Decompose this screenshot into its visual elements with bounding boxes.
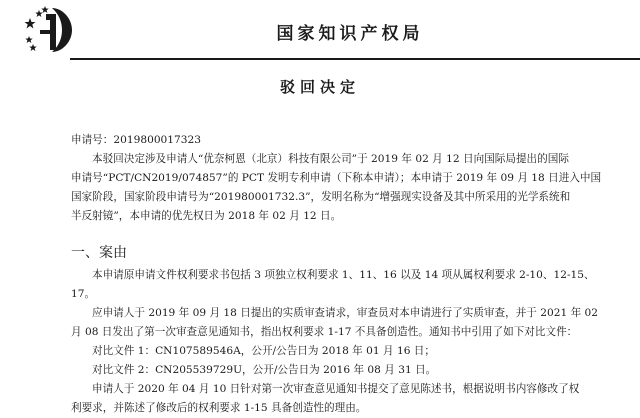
reference-line: 对比文件 2：CN205539729U，公开/公告日为 2016 年 08 月 31 日。 <box>92 364 437 376</box>
reference-line: 对比文件 1：CN107589546A，公开/公告日为 2018 年 01 月 16 日； <box>92 345 435 357</box>
exam-line: 月 08 日发出了第一次审查意见通知书，指出权利要求 1-17 不具备创造性。通知书中引用了如下对比文件： <box>71 326 578 338</box>
application-number: 申请号：2019800017323 <box>71 134 201 146</box>
response-line: 利要求，并陈述了修改后的权利要求 1-15 具备创造性的理由。 <box>71 402 367 414</box>
exam-line: 应申请人于 2019 年 09 月 18 日提出的实质审查请求，审查员对本申请进行了实质审查，并于 2021 年 02 <box>92 307 599 319</box>
intro-line: 国家阶段，国家阶段申请号为“201980001732.3”，发明名称为“增强现实设备及其中所采用的光学系统和 <box>71 191 571 203</box>
claims-line: 本申请原申请文件权利要求书包括 3 项独立权利要求 1、11、16 以及 14 项从属权利要求 2-10、12-15、 <box>92 269 595 281</box>
document-header <box>0 0 640 60</box>
intro-line: 半反射镜”，本申请的优先权日为 2018 年 02 月 12 日。 <box>71 210 342 222</box>
intro-line: 申请号“PCT/CN2019/074857”的 PCT 发明专利申请（下称本申请）；本申请于 2019 年 09 月 18 日进入中国 <box>71 172 602 184</box>
response-line: 申请人于 2020 年 04 月 10 日针对第一次审查意见通知书提交了意见陈述书，根据说明书内容修改了权 <box>92 383 580 395</box>
intro-line: 本驳回决定涉及申请人“优奈柯恩（北京）科技有限公司”于 2019 年 02 月 12 日向国际局提出的国际 <box>92 153 569 165</box>
document-title: 驳回决定 <box>279 78 360 96</box>
claims-line: 17。 <box>71 288 96 300</box>
organization-name: 国家知识产权局 <box>276 24 424 44</box>
header-divider <box>70 58 640 60</box>
section-heading-case: 一、案由 <box>71 245 127 261</box>
document-body <box>71 131 631 418</box>
